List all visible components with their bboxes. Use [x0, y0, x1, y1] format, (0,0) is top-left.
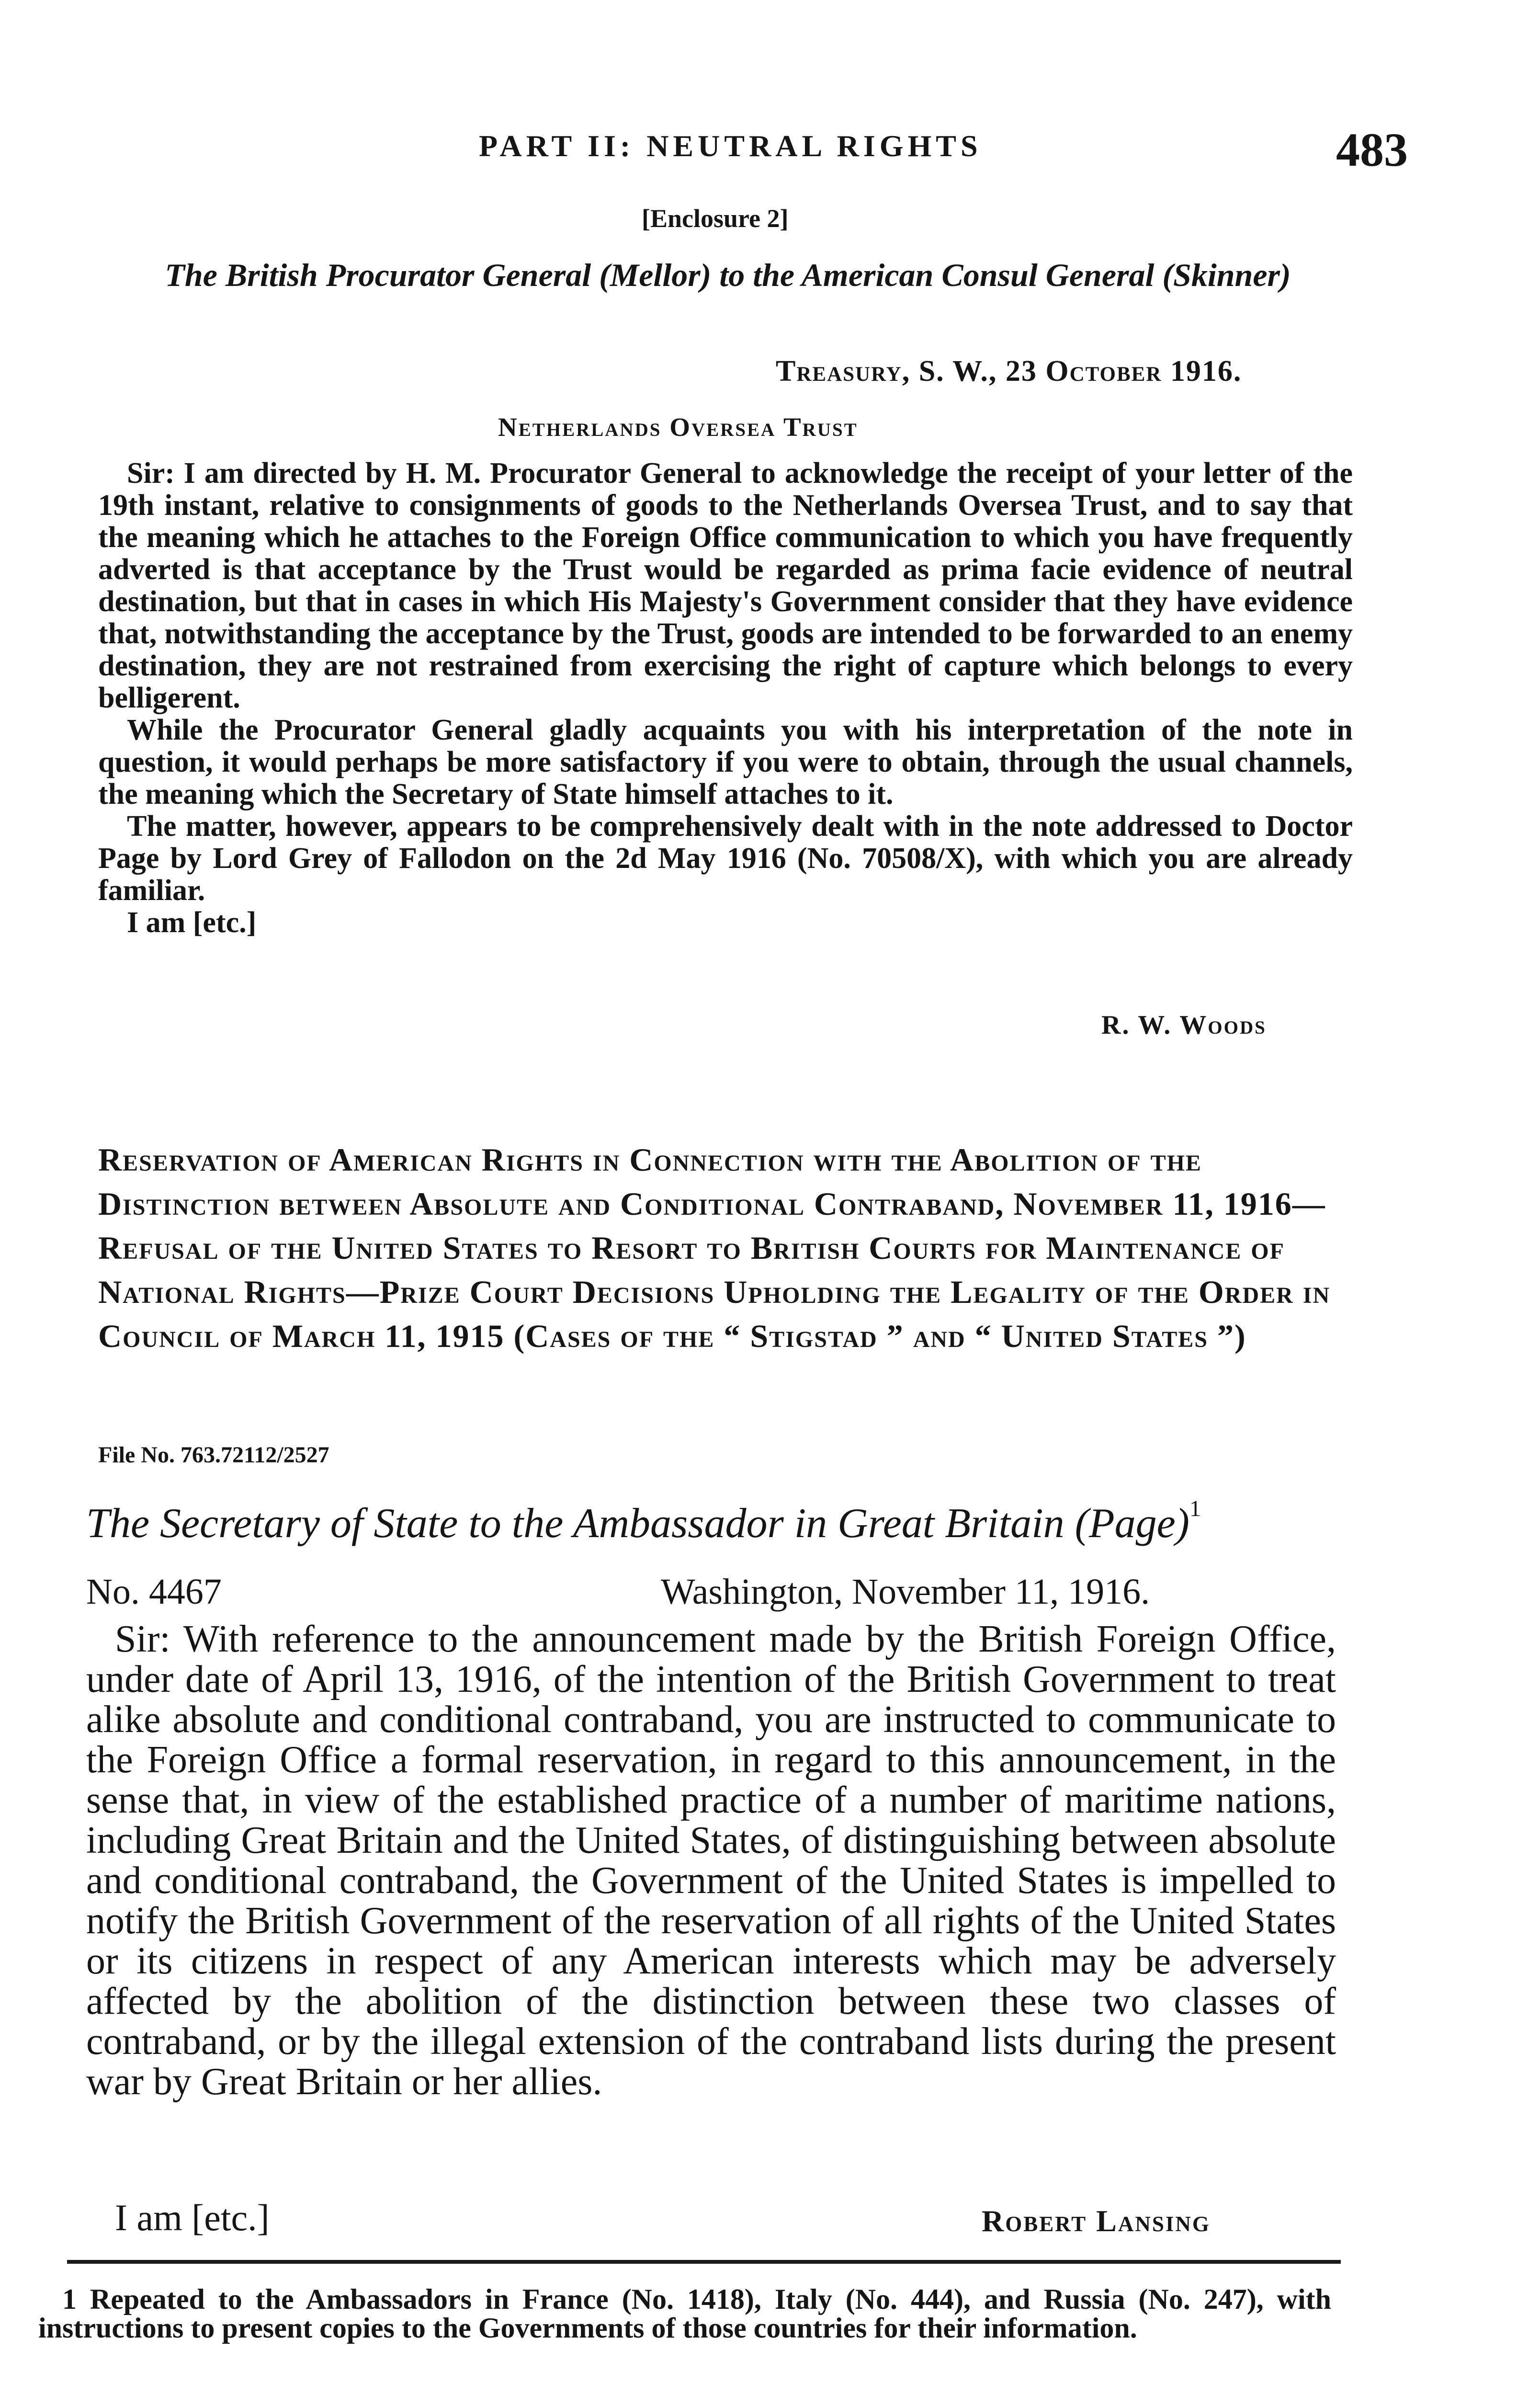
section-heading: Reservation of American Rights in Connection with the Abolition of the Distinction between Absolute and Conditional Contraband, November 11, 1916—Refusal of the United States to Resort to British Courts for Maintenance of National Rights—Prize Court Decisions Upholding the Legality of the Order in Council of March 11, 1915 (Cases of the “ Stigstad ” and “ United States ”): [98, 1141, 1331, 1354]
file-number: File No. 763.72112/2527: [98, 1442, 329, 1468]
document-closing: I am [etc.]: [115, 2197, 270, 2238]
enclosure-body: [98, 457, 1353, 939]
enclosure-dateline: Treasury, S. W., 23 October 1916.: [776, 355, 1242, 388]
enclosure-closing: I am [etc.]: [127, 906, 257, 939]
document-body: [86, 1619, 1336, 2102]
page-number: 483: [1336, 123, 1408, 176]
enclosure-paragraph: While the Procurator General gladly acquaints you with his interpretation of the note in question, it would perhaps be more satisfactory if you were to obtain, through the usual channels, the meaning which the Secretary of State himself attaches to it.: [98, 714, 1353, 810]
running-title: PART II: NEUTRAL RIGHTS: [479, 129, 982, 163]
footnote-divider: [67, 2260, 1341, 2264]
document-dateline: Washington, November 11, 1916.: [661, 1572, 1150, 1612]
footnote-text: 1 Repeated to the Ambassadors in France (No. 1418), Italy (No. 444), and Russia (No. 247), with instructions to present copies to the Governments of those countries for their information.: [38, 2283, 1331, 2344]
footnote-marker: 1: [1189, 1496, 1201, 1521]
enclosure-paragraph: The matter, however, appears to be comprehensively dealt with in the note addressed to Doctor Page by Lord Grey of Fallodon on the 2d May 1916 (No. 70508/X), with which you are already familiar.: [98, 810, 1353, 907]
footnote: [38, 2285, 1331, 2342]
enclosure-label: [Enclosure 2]: [642, 204, 789, 233]
document-number: No. 4467: [86, 1572, 222, 1612]
enclosure-paragraph: Sir: I am directed by H. M. Procurator General to acknowledge the receipt of your letter of the 19th instant, relative to consignments of goods to the Netherlands Oversea Trust, and to say that the meaning which he attaches to the Foreign Office communication to which you have frequently adverted is that acceptance by the Trust would be regarded as prima facie evidence of neutral destination, but that in cases in which His Majesty's Government consider that they have evidence that, notwithstanding the acceptance by the Trust, goods are intended to be forwarded to an enemy destination, they are not restrained from exercising the right of capture which belongs to every belligerent.: [98, 457, 1353, 714]
document-title: [86, 1496, 1201, 1548]
enclosure-from-line: The British Procurator General (Mellor) to the American Consul General (Skinner): [165, 257, 1291, 293]
document-signature: Robert Lansing: [982, 2204, 1211, 2238]
enclosure-subject: Netherlands Oversea Trust: [498, 412, 858, 442]
document-paragraph: Sir: With reference to the announcement made by the British Foreign Office, under date of April 13, 1916, of the intention of the British Government to treat alike absolute and conditional contraband, you are instructed to communicate to the Foreign Office a formal reservation, in regard to this announcement, in the sense that, in view of the established practice of a number of maritime nations, including Great Britain and the United States, of distinguishing between absolute and conditional contraband, the Government of the United States is impelled to notify the British Government of the reservation of all rights of the United States or its citizens in respect of any American interests which may be adversely affected by the abolition of the distinction between these two classes of contraband, or by the illegal extension of the contraband lists during the present war by Great Britain or her allies.: [86, 1618, 1336, 2103]
enclosure-signature: R. W. Woods: [1101, 1010, 1267, 1040]
document-title-text: The Secretary of State to the Ambassador in Great Britain (Page): [86, 1500, 1189, 1547]
